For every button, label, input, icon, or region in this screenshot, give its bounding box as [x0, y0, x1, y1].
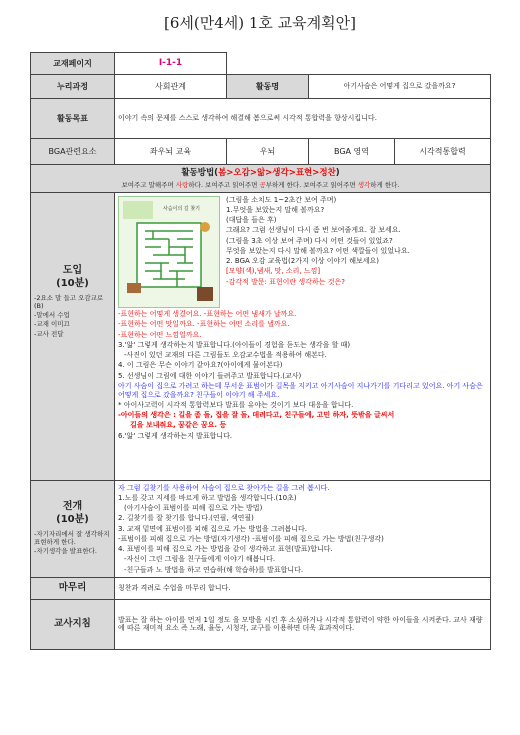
method-sub-6: 생각: [357, 180, 371, 189]
intro-line: -아이들의 생각은 : 길을 좀 돌, 집을 잘 돌, 데려다고, 친구들에, 고민 하자, 뜻밖을 글씨서: [118, 411, 395, 419]
intro-side: [31, 193, 115, 481]
curriculum-label: 누리과정: [31, 75, 115, 99]
intro-line: 6.'앎' 그렇게 생각하는지 발표합니다.: [118, 431, 233, 440]
method-sub-3: 하다. 보여주고 읽어주면: [188, 180, 260, 189]
intro-line: 2. BGA 오감 교육법(2가지 이상 이야기 해보세요): [226, 257, 380, 265]
goal-value: 이야기 속의 문제를 스스로 생각하여 해결해 봄으로써 시각적 통합력을 향상시킵니다.: [115, 99, 491, 139]
maze-graphic: [119, 197, 219, 307]
activity-name-label: 활동명: [227, 75, 309, 99]
intro-note: -교사 전달: [34, 329, 64, 338]
dev-line: 3. 교재 밑면에 표범이를 피해 집으로 가는 방법을 그려봅니다.: [118, 524, 307, 533]
page-title: [6세(만4세) 1호 교육계획안]: [164, 14, 356, 32]
row-guide: [31, 599, 491, 649]
intro-line: 5. 선생님이 그림에 대한 이야기 들려주고 발표합니다.(교사): [118, 371, 302, 380]
closing-label: 마무리: [31, 577, 115, 599]
row-intro: [31, 193, 491, 481]
curriculum-value: 사회관계: [115, 75, 227, 99]
method-sub-2: 사랑: [175, 180, 189, 189]
row-closing: [31, 577, 491, 599]
dev-line: 자 그럼 길찾기를 사용하여 사슴이 집으로 찾아가는 길을 그려 봅시다.: [118, 483, 330, 492]
row-curriculum: [31, 75, 491, 99]
intro-line: * 아이사고력이 시각적 통합력보다 발표를 유야는 것이기 보다 대응을 합니다.: [118, 400, 354, 409]
method-title-sequence: 봄>오감>앎>생각>표현>정찬: [218, 168, 336, 179]
bga-value-1: 좌우뇌 교육: [115, 139, 227, 165]
bga-value-2: 우뇌: [227, 139, 309, 165]
dev-line: -자신이 그린 그림을 친구들에게 이야기 해봅니다.: [124, 555, 276, 564]
intro-line: -감각적 발문: 표현이란 생각하는 것은?: [226, 277, 345, 286]
dev-line: 1.노를 갖고 지세를 바르게 하고 발법을 생각합니다.(10초): [118, 493, 297, 502]
maze-caption: 사슴이의 길 찾기: [163, 206, 200, 212]
dev-side: [31, 481, 115, 578]
intro-line: [모양(색),냄새, 맛, 소리, 느낌]: [226, 267, 321, 276]
intro-story: 아기 사슴이 집으로 가려고 하는데 무서운 표범이가 길목을 지키고 아기사슴이 지나가기를 기다리고 있어요. 아기 사슴은 어떻게 집으로 갔을까요? 친구들이 이야기 해 주세요.: [118, 381, 483, 399]
guide-label: 교사지침: [31, 599, 115, 649]
dev-note: -자기생각을 발표한다.: [34, 547, 97, 556]
row-development: [31, 481, 491, 578]
bga-value-4: 시각적통합력: [395, 139, 491, 165]
maze-illustration: [118, 196, 220, 308]
guide-value: 발표는 잘 하는 아이를 먼저 1일 정도 을 모방을 시킨 후 소심하거나 시각적 통합력이 약한 아이들을 시켜준다. 교사 재량에 따른 재미적 요소 즉 노래, 율동, 시청각, 교구를 이용하면 더욱 효과적이다.: [115, 599, 491, 649]
dev-line: -친구들과 노 방법을 하고 연습하(해 학습하)를 발표합니다.: [124, 565, 304, 574]
dev-line: (아기사슴이 표범이를 피해 집으로 가는 방법): [124, 504, 263, 512]
intro-line: 4. 이 그림은 무슨 이야기 같아요?(아이에게 물어본다): [118, 361, 283, 370]
intro-line: 1.무엇을 보았는지 말해 볼까요?: [226, 205, 325, 214]
method-title: [34, 168, 487, 179]
dev-note: -자기자리에서 잘 생각하지 표현하게 한다.: [34, 530, 110, 547]
method-title-post: ): [335, 168, 340, 179]
method-subtitle: [34, 181, 487, 189]
row-textbook: [31, 53, 491, 75]
textbook-label: 교재페이지: [31, 53, 115, 75]
intro-line: (대답을 들은 후): [226, 216, 277, 224]
intro-note: -2요소 말 들고 오감교로(B): [34, 294, 104, 311]
method-title-pre: 활동방법(: [181, 168, 219, 179]
intro-stage: 도입: [62, 265, 83, 276]
dev-line: 2. 길찾기를 잘 찾기를 합니다.(연필, 색연필): [118, 514, 254, 523]
method-header: [31, 165, 491, 193]
intro-line: (그림을 소치도 1~2초간 보여 주며): [226, 195, 337, 204]
row-goal: [31, 99, 491, 139]
goal-label: 활동목표: [31, 99, 115, 139]
intro-line: -표현하는 어떤 느낌일까요.: [118, 330, 202, 339]
dev-line: -표범이를 피해 집으로 가는 방법(자기생각) -표범이를 피해 집으로 가는 방법(친구생각): [118, 534, 384, 543]
dev-content: [115, 481, 491, 578]
intro-line: -표현하는 어떻게 생겼어요. -표현하는 어떤 냄새가 날까요.: [118, 310, 297, 318]
method-sub-1: 보여주고 말해주며: [121, 180, 176, 189]
intro-line: -표현하는 어떤 맛일까요. -표현하는 어떤 소리를 낼까요.: [118, 320, 290, 329]
intro-content: [115, 193, 491, 481]
activity-name-value: 아기사슴은 어떻게 집으로 갔을까요?: [309, 75, 491, 99]
intro-line: 3.'앎' 그렇게 생각하는지 발표합니다.(아이들이 경험을 듣도는 생각을 할 때): [118, 340, 351, 349]
dev-notes: [34, 530, 111, 555]
closing-value: 칭찬과 격려로 수업을 마무리 합니다.: [115, 577, 491, 599]
dev-duration: (10분): [56, 513, 89, 525]
intro-duration: (10분): [56, 277, 89, 289]
lesson-plan-table: [30, 52, 491, 650]
dev-line: 4. 표범이를 피해 집으로 가는 방법을 같이 생각하고 표현(발표)합니다.: [118, 545, 333, 553]
method-sub-7: 하게 한다.: [370, 180, 400, 189]
method-sub-5: 부하게 한다. 보여주고 읽어주면: [265, 180, 358, 189]
intro-line: 무엇을 보았는지 다시 말해 볼까요? 어떤 색깔들이 있었나요.: [226, 246, 410, 255]
intro-note: -교재 이미끄: [34, 320, 70, 329]
intro-note: -말에서 수업: [34, 311, 70, 320]
bga-label: BGA관련요소: [31, 139, 115, 165]
method-sub-4: 공: [259, 180, 266, 189]
bga-value-3: BGA 영역: [309, 139, 395, 165]
row-method: [31, 165, 491, 193]
textbook-value: I-1-1: [115, 53, 227, 75]
intro-line: 길을 보내줘요, 꿈같은 꿈요. 등: [130, 421, 227, 430]
intro-line: (그림을 3초 이상 보여 주며) 다시 어떤 것들이 있었죠?: [226, 236, 393, 245]
intro-line: -사진이 있던 교재의 다른 그림들도 오감교수법을 적용하여 해본다.: [124, 351, 327, 359]
intro-line: 그래요? 그럼 선생님이 다시 좀 번 보여줄게요. 잘 보세요.: [226, 226, 401, 235]
row-bga: [31, 139, 491, 165]
intro-notes: [34, 294, 111, 338]
dev-stage: 전개: [62, 501, 83, 513]
